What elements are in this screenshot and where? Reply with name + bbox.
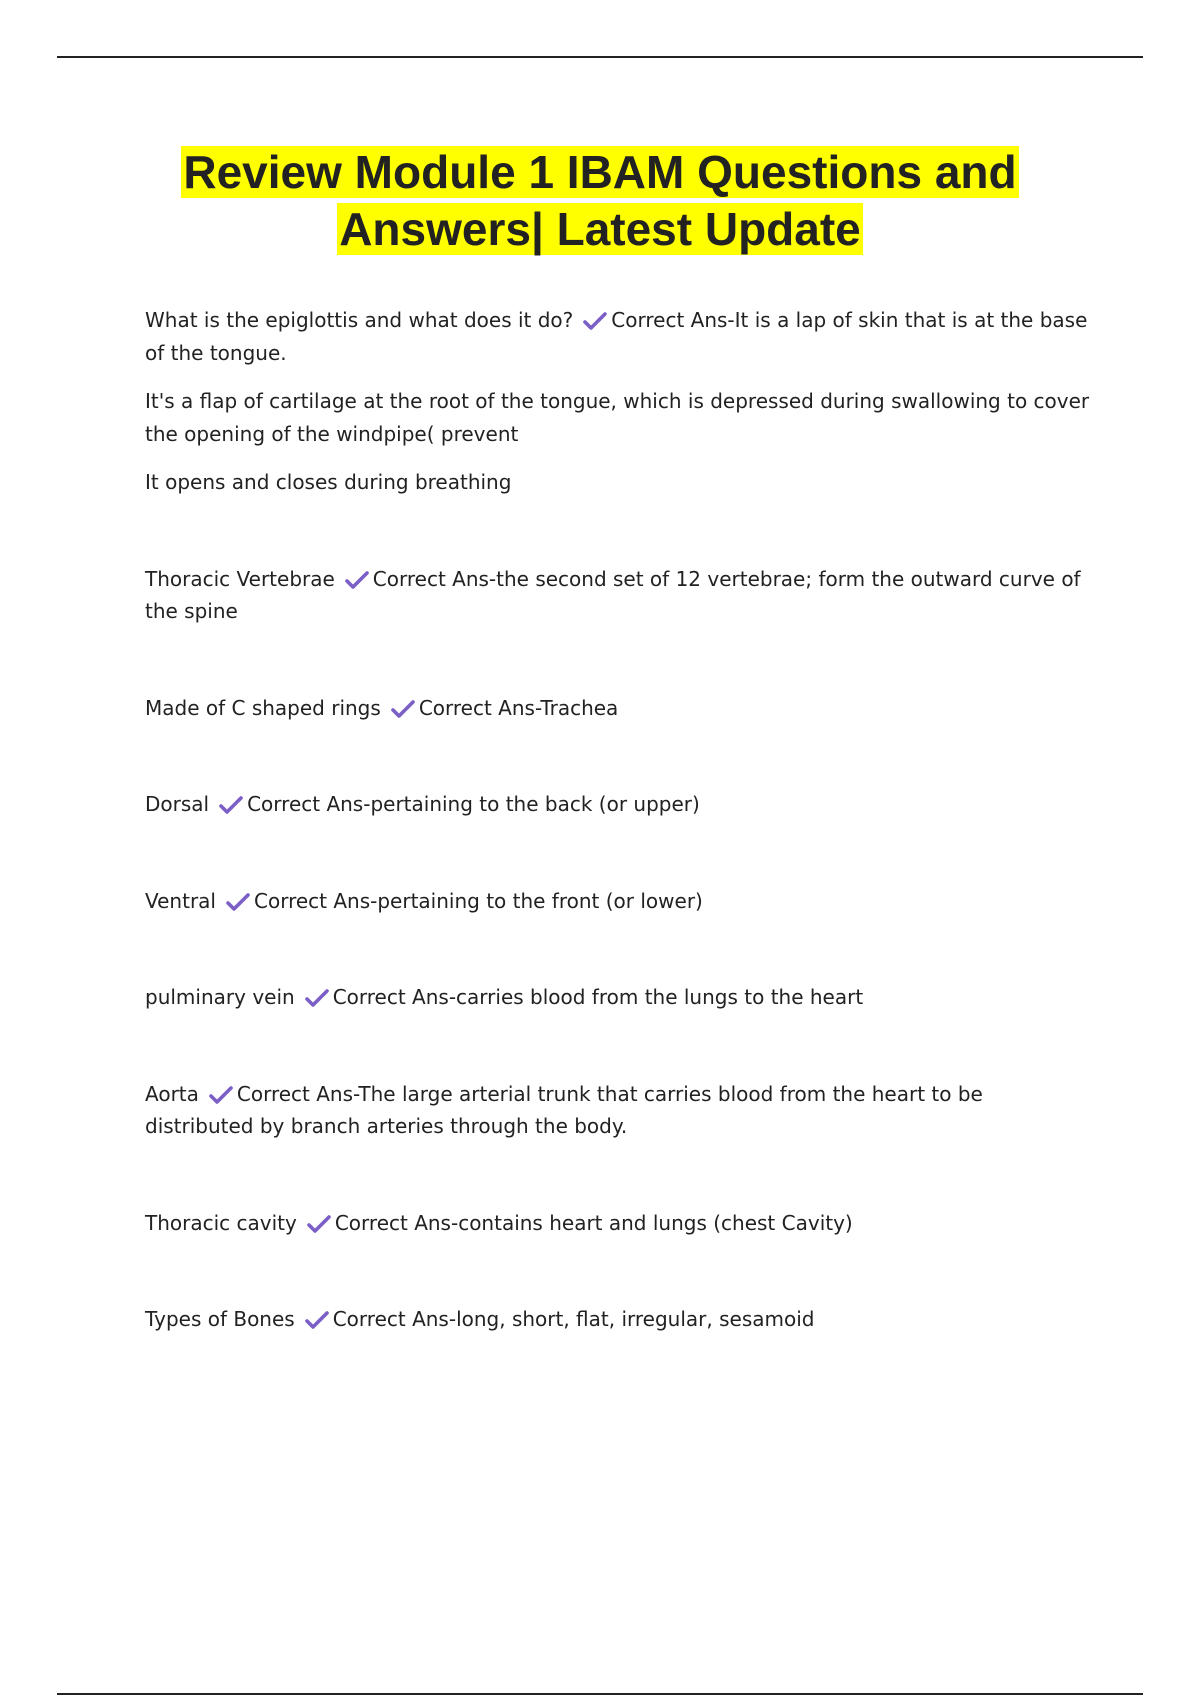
- checkmark-icon: [307, 1215, 331, 1233]
- bottom-rule: [57, 1693, 1143, 1695]
- answer-text: Correct Ans-pertaining to the front (or lower): [254, 888, 703, 913]
- question-text: Made of C shaped rings: [145, 695, 381, 720]
- checkmark-icon: [391, 700, 415, 718]
- checkmark-icon: [219, 796, 243, 814]
- question-text: Dorsal: [145, 792, 210, 816]
- checkmark-icon: [305, 1311, 329, 1329]
- checkmark-icon: [209, 1086, 233, 1104]
- question-text: Thoracic Vertebrae: [145, 566, 335, 591]
- spacer: [145, 369, 1095, 385]
- title-block: [100, 144, 1100, 258]
- checkmark-icon: [583, 312, 607, 330]
- qa-item: [145, 1207, 1095, 1240]
- note-paragraph: It's a flap of cartilage at the root of the tongue, which is depressed during swallowing to cover the opening of the windpipe( prevent: [145, 389, 1090, 446]
- spacer: [145, 628, 1095, 692]
- qa-item: [145, 1078, 1095, 1143]
- answer-text: Correct Ans-It is a lap of skin that is at the base of the tongue.: [145, 308, 1088, 365]
- answer-text: Correct Ans-Trachea: [418, 695, 619, 720]
- qa-item-intro: [145, 304, 1095, 369]
- question-text: Aorta: [145, 1081, 199, 1106]
- question-text: What is the epiglottis and what does it do?: [145, 308, 574, 332]
- answer-text: Correct Ans-carries blood from the lungs to the heart: [332, 985, 864, 1009]
- spacer: [145, 499, 1095, 563]
- spacer: [145, 1239, 1095, 1303]
- document-title: Review Module 1 IBAM Questions and Answers| Latest Update: [183, 146, 1017, 255]
- spacer: [145, 1143, 1095, 1207]
- qa-content: [145, 304, 1095, 1336]
- top-rule: [57, 56, 1143, 58]
- question-text: pulminary vein: [145, 985, 295, 1009]
- qa-item: [145, 885, 1095, 918]
- checkmark-icon: [345, 571, 369, 589]
- checkmark-icon: [305, 989, 329, 1007]
- question-text: Thoracic cavity: [145, 1210, 297, 1235]
- answer-text: Correct Ans-the second set of 12 vertebrae; form the outward curve of the spine: [145, 566, 1081, 623]
- qa-list: [145, 499, 1095, 1336]
- answer-text: Correct Ans-long, short, flat, irregular, sesamoid: [332, 1307, 815, 1331]
- question-text: Ventral: [145, 888, 216, 913]
- qa-item: [145, 563, 1095, 628]
- qa-item: [145, 981, 1095, 1014]
- spacer: [145, 724, 1095, 788]
- spacer: [145, 1014, 1095, 1078]
- answer-text: Correct Ans-The large arterial trunk that carries blood from the heart to be distributed by branch arteries through the body.: [145, 1081, 983, 1138]
- qa-item: [145, 1303, 1095, 1336]
- spacer: [145, 450, 1095, 466]
- note-paragraph: It opens and closes during breathing: [145, 470, 512, 494]
- question-text: Types of Bones: [145, 1307, 295, 1331]
- answer-text: Correct Ans-pertaining to the back (or upper): [247, 792, 700, 816]
- spacer: [145, 821, 1095, 885]
- qa-item: [145, 692, 1095, 725]
- checkmark-icon: [226, 893, 250, 911]
- qa-item: [145, 788, 1095, 821]
- spacer: [145, 917, 1095, 981]
- answer-text: Correct Ans-contains heart and lungs (chest Cavity): [334, 1210, 853, 1235]
